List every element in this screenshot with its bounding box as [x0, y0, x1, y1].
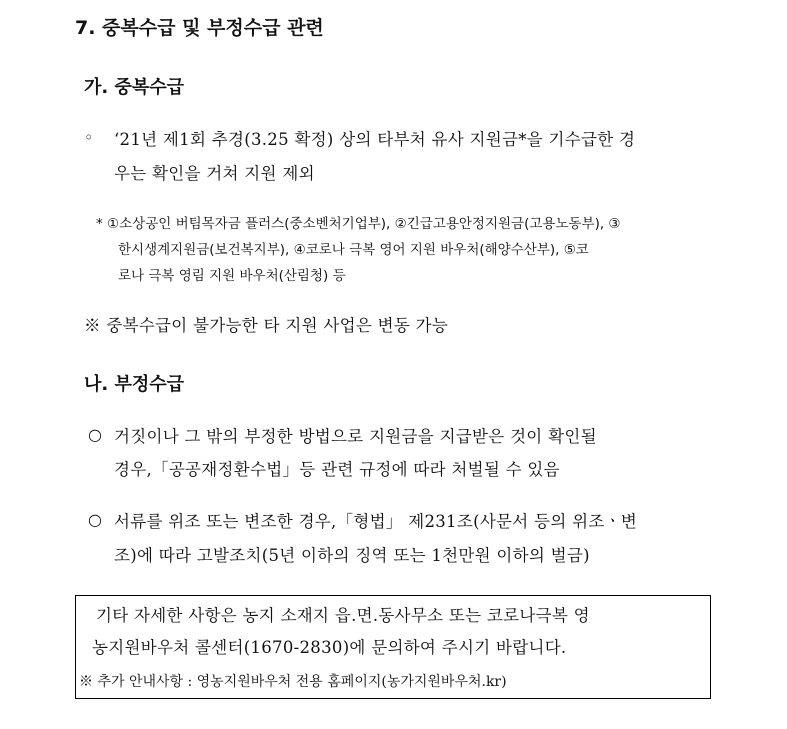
- subsection-title-fraud: 나. 부정수급: [84, 374, 185, 395]
- notice-line3: ※ 추가 안내사항 : 영농지원바우처 전용 홈페이지(농가지원바우처.kr): [79, 674, 507, 690]
- fraud-item2-line1: 서류를 위조 또는 변조한 경우,「형법」 제231조(사문서 등의 위조ㆍ변: [114, 512, 638, 531]
- notice-line1: 기타 자세한 사항은 농지 소재지 읍.면.동사무소 또는 코로나극복 영: [96, 606, 590, 625]
- bullet-icon: ○: [88, 510, 102, 529]
- subsection-title-duplicate: 가. 중복수급: [84, 77, 185, 98]
- bullet-icon: ◦: [84, 128, 94, 147]
- duplicate-item-line1: ‘21년 제1회 추경(3.25 확정) 상의 타부처 유사 지원금*을 기수급한 경: [114, 130, 636, 149]
- footnote-line3: 로나 극복 영림 지원 바우처(산림청) 등: [118, 268, 346, 284]
- notice-line2: 농지원바우처 콜센터(1670-2830)에 문의하여 주시기 바랍니다.: [92, 638, 567, 657]
- notice-box: [75, 595, 711, 699]
- fraud-item1-line2: 경우,「공공재정환수법」등 관련 규정에 따라 처벌될 수 있음: [114, 460, 560, 479]
- fraud-item1-line1: 거짓이나 그 밖의 부정한 방법으로 지원금을 지급받은 것이 확인될: [114, 427, 597, 446]
- duplicate-note: ※ 중복수급이 불가능한 타 지원 사업은 변동 가능: [84, 316, 449, 335]
- duplicate-item-line2: 우는 확인을 거쳐 지원 제외: [114, 164, 315, 183]
- section-title: 7. 중복수급 및 부정수급 관련: [75, 17, 324, 39]
- fraud-item2-line2: 조)에 따라 고발조치(5년 이하의 징역 또는 1천만원 이하의 벌금): [114, 546, 590, 565]
- bullet-icon: ○: [88, 425, 102, 444]
- footnote-line2: 한시생계지원금(보건복지부), ④코로나 극복 영어 지원 바우처(해양수산부), ⑤코: [118, 242, 589, 258]
- footnote-line1: * ①소상공인 버팀목자금 플러스(중소벤처기업부), ②긴급고용안정지원금(고용노동부), ③: [96, 216, 621, 232]
